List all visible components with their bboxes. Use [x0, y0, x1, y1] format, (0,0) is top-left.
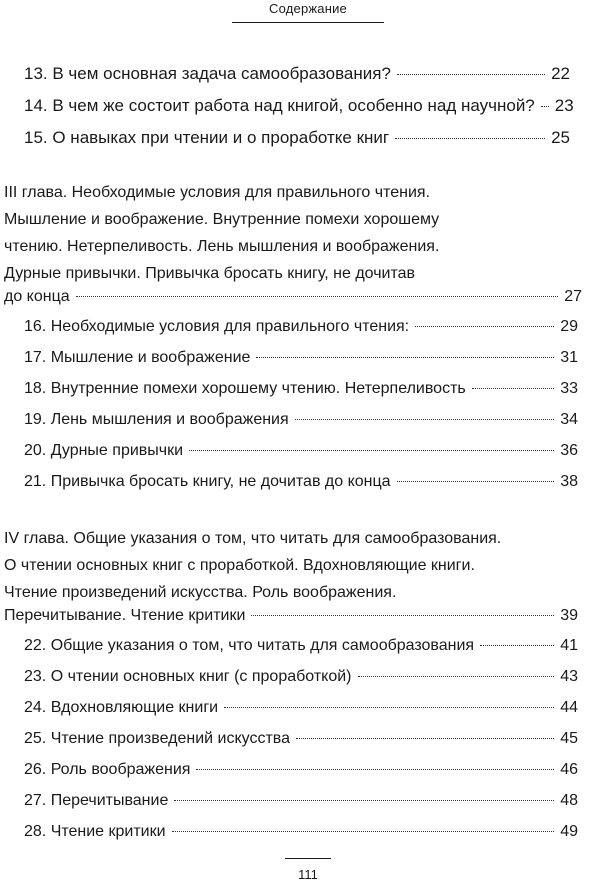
- dot-leader: [251, 615, 554, 616]
- toc-entry-label: 17. Мышление и воображение: [24, 349, 251, 366]
- toc-entry-page: 31: [560, 349, 578, 366]
- toc-entry-label: 14. В чем же состоит работа над книгой, особенно над научной?: [24, 96, 535, 115]
- toc-entry: [24, 128, 570, 148]
- toc-entry-page: 23: [554, 96, 574, 115]
- toc-entry: [24, 472, 578, 492]
- toc-entry-page: 49: [560, 823, 578, 840]
- header-rule: [232, 22, 384, 23]
- toc-entry: [24, 96, 574, 116]
- dot-leader: [480, 645, 554, 646]
- toc-entry-label: 16. Необходимые условия для правильного чтения:: [24, 318, 410, 335]
- toc-entry-page: 44: [560, 699, 578, 716]
- dot-leader: [76, 296, 559, 297]
- dot-leader: [189, 450, 554, 451]
- dot-leader: [224, 707, 554, 708]
- toc-entry-label: 24. Вдохновляющие книги: [24, 699, 219, 716]
- chapter-title-line: чтению. Нетерпеливость. Лень мышления и воображения.: [4, 238, 440, 255]
- toc-entry-page: 38: [560, 473, 578, 490]
- chapter-title-final-line: [4, 606, 578, 626]
- dot-leader: [415, 326, 554, 327]
- toc-entry-page: 46: [560, 761, 578, 778]
- toc-entry: [24, 441, 578, 461]
- toc-entry: [24, 636, 578, 656]
- toc-entry-page: 36: [560, 442, 578, 459]
- toc-entry: [24, 698, 578, 718]
- dot-leader: [358, 676, 555, 677]
- dot-leader: [296, 738, 554, 739]
- dot-leader: [397, 74, 545, 75]
- toc-entry-page: 29: [560, 318, 578, 335]
- toc-entry-page: 41: [560, 637, 578, 654]
- toc-entry-label: 25. Чтение произведений искусства: [24, 730, 290, 747]
- dot-leader: [295, 419, 555, 420]
- chapter-title-line: IV глава. Общие указания о том, что читать для самообразования.: [4, 530, 502, 547]
- dot-leader: [397, 481, 555, 482]
- toc-entry-label: 28. Чтение критики: [24, 823, 166, 840]
- chapter-title-line: Перечитывание. Чтение критики: [4, 607, 246, 624]
- toc-entry-page: 25: [551, 128, 570, 147]
- toc-entry-page: 33: [560, 380, 578, 397]
- toc-entry-label: 22. Общие указания о том, что читать для самообразования: [24, 637, 475, 654]
- toc-entry-label: 20. Дурные привычки: [24, 442, 184, 459]
- dot-leader: [472, 388, 554, 389]
- chapter-title-line: Мышление и воображение. Внутренние помехи хорошему: [4, 211, 440, 228]
- chapter-title-line: III глава. Необходимые условия для правильного чтения.: [4, 184, 431, 201]
- toc-entry-label: 18. Внутренние помехи хорошему чтению. Нетерпеливость: [24, 380, 466, 397]
- toc-entry-page: 34: [560, 411, 578, 428]
- toc-entry-page: 22: [551, 64, 570, 83]
- toc-entry-label: 13. В чем основная задача самообразования?: [24, 64, 391, 83]
- toc-entry: [24, 410, 578, 430]
- toc-entry-page: 45: [560, 730, 578, 747]
- chapter-page: 27: [564, 288, 582, 305]
- toc-entry-page: 48: [560, 792, 578, 809]
- toc-entry-label: 19. Лень мышления и воображения: [24, 411, 289, 428]
- toc-entry-label: 23. О чтении основных книг (с проработкой): [24, 668, 352, 685]
- dot-leader: [256, 357, 554, 358]
- chapter-title-line: до конца: [4, 288, 70, 305]
- footer-rule: [285, 858, 331, 859]
- running-head-title: Содержание: [269, 1, 347, 16]
- toc-entry-label: 21. Привычка бросать книгу, не дочитав до конца: [24, 473, 391, 490]
- chapter-title-final-line: [4, 287, 582, 307]
- toc-entry: [24, 667, 578, 687]
- toc-entry: [24, 348, 578, 368]
- chapter-page: 39: [560, 607, 578, 624]
- chapter-title-line: Дурные привычки. Привычка бросать книгу, не дочитав: [4, 265, 416, 282]
- toc-entry: [24, 317, 578, 337]
- toc-entry: [24, 64, 570, 84]
- toc-entry: [24, 379, 578, 399]
- toc-entry: [24, 760, 578, 780]
- dot-leader: [172, 831, 555, 832]
- toc-entry: [24, 729, 578, 749]
- toc-entry-label: 15. О навыках при чтении и о проработке книг: [24, 128, 390, 147]
- toc-entry: [24, 791, 578, 811]
- chapter-title-line: Чтение произведений искусства. Роль воображения.: [4, 584, 397, 601]
- dot-leader: [174, 800, 554, 801]
- page-number: 111: [298, 867, 318, 882]
- dot-leader: [395, 138, 545, 139]
- chapter-title-line: О чтении основных книг с проработкой. Вдохновляющие книги.: [4, 557, 475, 574]
- toc-entry: [24, 822, 578, 842]
- toc-entry-label: 27. Перечитывание: [24, 792, 169, 809]
- toc-entry-page: 43: [560, 668, 578, 685]
- dot-leader: [541, 106, 549, 107]
- toc-entry-label: 26. Роль воображения: [24, 761, 191, 778]
- dot-leader: [196, 769, 554, 770]
